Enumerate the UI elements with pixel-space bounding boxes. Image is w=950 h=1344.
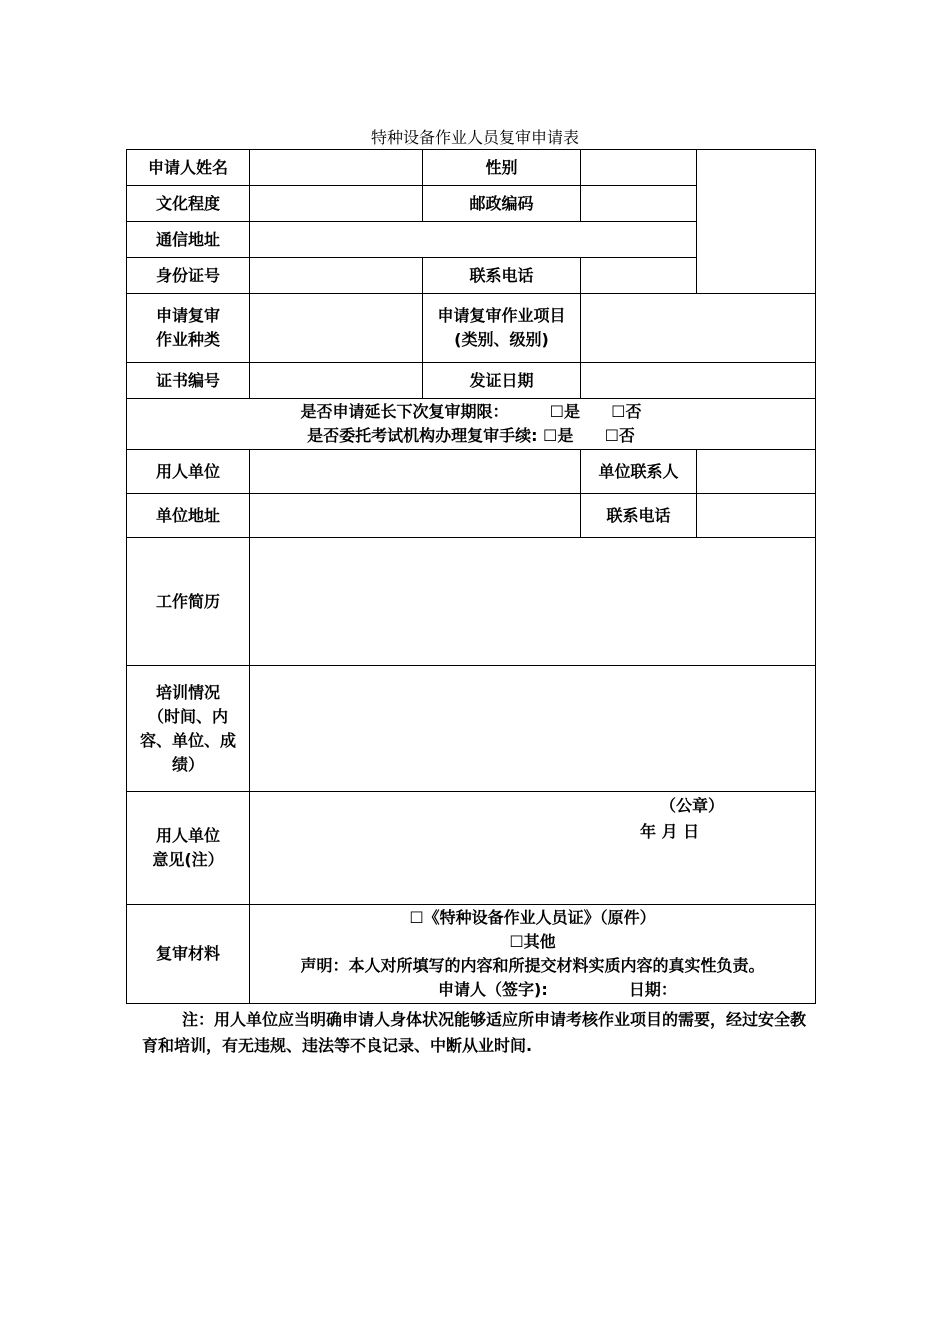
employer-opinion-line1: 用人单位 [155,826,220,845]
seal-area [250,792,815,902]
employer-label: 用人单位 [127,450,250,494]
entrust-yes-checkbox[interactable]: ☐ [543,426,558,445]
application-form-table [126,149,816,1004]
education-field[interactable] [250,186,423,222]
material-certificate-checkbox[interactable]: ☐ [409,908,424,927]
employer-opinion-field[interactable] [250,792,816,905]
employer-contact-field[interactable] [697,450,816,494]
work-type-label-line1: 申请复审 [155,306,220,325]
postcode-label: 邮政编码 [423,186,581,222]
employer-address-field[interactable] [250,494,581,538]
employer-phone-label: 联系电话 [581,494,697,538]
extend-no-label: 否 [625,402,642,421]
work-item-label [423,294,581,363]
training-label [127,666,250,792]
postcode-field[interactable] [581,186,697,222]
work-item-field[interactable] [581,294,816,363]
work-type-label [127,294,250,363]
extend-yes-checkbox[interactable]: ☐ [549,402,564,421]
signature-date-label: 日期： [628,980,677,999]
cert-number-label: 证书编号 [127,363,250,399]
training-label-line1: 培训情况 [155,682,220,702]
address-label: 通信地址 [127,222,250,258]
work-item-label-line2: (类别、级别) [454,330,549,349]
employer-phone-field[interactable] [697,494,816,538]
signature-label: 申请人（签字): [438,980,548,999]
phone-field[interactable] [581,258,697,294]
seal-date-text: 年 月 日 [640,822,700,841]
materials-cell [250,905,816,1004]
work-type-label-line2: 作业种类 [155,330,220,349]
work-type-field[interactable] [250,294,423,363]
extend-yes-label: 是 [563,402,580,421]
training-label-line2: （时间、内 [147,706,228,726]
id-number-label: 身份证号 [127,258,250,294]
entrust-no-label: 否 [618,426,635,445]
seal-stamp-text: （公章） [660,796,725,815]
employer-opinion-line2: 意见(注） [152,850,224,869]
entrust-question: 是否委托考试机构办理复审手续: [307,426,538,445]
applicant-name-label: 申请人姓名 [127,150,250,186]
id-number-field[interactable] [250,258,423,294]
material-other-checkbox[interactable]: ☐ [509,932,524,951]
work-item-label-line1: 申请复审作业项目 [437,306,566,325]
signature-line [254,978,811,1002]
entrust-yes-label: 是 [557,426,574,445]
employer-address-label: 单位地址 [127,494,250,538]
material-item-other [254,930,811,954]
applicant-name-field[interactable] [250,150,423,186]
issue-date-field[interactable] [581,363,816,399]
education-label: 文化程度 [127,186,250,222]
cert-number-field[interactable] [250,363,423,399]
training-field[interactable] [250,666,816,792]
phone-label: 联系电话 [423,258,581,294]
declaration-text: 声明：本人对所填写的内容和所提交材料实质内容的真实性负责。 [300,956,765,975]
entrust-option-line [131,424,811,448]
extend-option-line [131,400,811,424]
form-title: 特种设备作业人员复审申请表 [370,128,579,147]
footnote: 注：用人单位应当明确申请人身体状况能够适应所申请考核作业项目的需要，经过安全教育和培训，有无违规、违法等不良记录、中断从业时间. [142,1010,807,1055]
work-history-field[interactable] [250,538,816,666]
issue-date-label: 发证日期 [423,363,581,399]
material-item-certificate [254,906,811,930]
employer-field[interactable] [250,450,581,494]
gender-field[interactable] [581,150,697,186]
work-history-label: 工作简历 [127,538,250,666]
options-cell [127,399,816,450]
entrust-no-checkbox[interactable]: ☐ [604,426,619,445]
training-label-line3: 容、单位、成 [139,730,236,750]
training-label-line4: 绩） [171,754,204,774]
materials-label: 复审材料 [127,905,250,1004]
employer-opinion-label [127,792,250,905]
extend-no-checkbox[interactable]: ☐ [611,402,626,421]
extend-question: 是否申请延长下次复审期限： [300,402,509,421]
material-certificate-label: 《特种设备作业人员证》（原件） [423,908,656,927]
employer-contact-label: 单位联系人 [581,450,697,494]
gender-label: 性别 [423,150,581,186]
address-field[interactable] [250,222,697,258]
photo-area [697,150,816,294]
material-other-label: 其他 [523,932,556,951]
